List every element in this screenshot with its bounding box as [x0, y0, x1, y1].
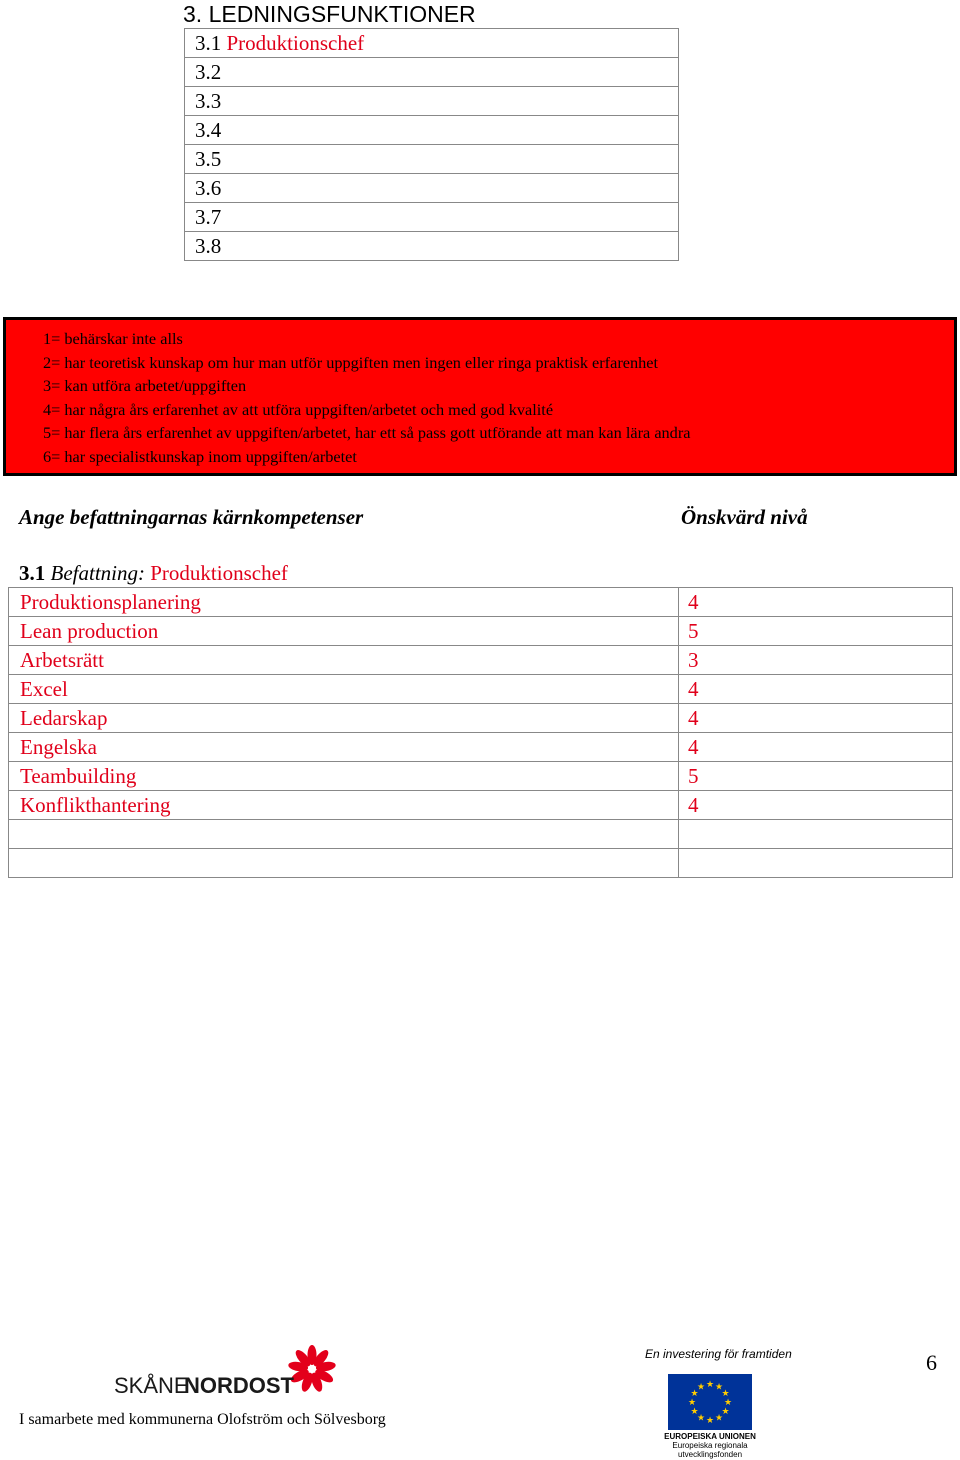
- competence-name: Produktionsplanering: [9, 588, 679, 617]
- position-label: Befattning:: [50, 561, 145, 585]
- competence-name: [9, 849, 679, 878]
- svg-text:★: ★: [721, 1389, 730, 1399]
- svg-text:★: ★: [723, 1398, 733, 1408]
- scale-item: 1= behärskar inte alls: [43, 329, 183, 348]
- competence-level: [679, 849, 953, 878]
- competence-name: Teambuilding: [9, 762, 679, 791]
- competence-level: 4: [679, 791, 953, 820]
- eu-caption-line: EUROPEISKA UNIONEN: [664, 1432, 756, 1441]
- section-heading: 3. LEDNINGSFUNKTIONER: [183, 1, 476, 27]
- eu-caption-line: Europeiska regionala: [672, 1441, 748, 1450]
- competence-level: 4: [679, 704, 953, 733]
- scale-item: 4= har några års erfarenhet av att utföra uppgiften/arbetet och med god kvalité: [43, 399, 554, 419]
- table-row: [185, 29, 679, 58]
- function-number: 3.8: [195, 234, 222, 258]
- svg-text:★: ★: [714, 1413, 724, 1424]
- eu-caption-line: utvecklingsfonden: [677, 1450, 743, 1459]
- competence-name: Engelska: [9, 733, 679, 762]
- competence-name: [9, 820, 679, 849]
- table-row: [185, 174, 679, 203]
- svg-text:★: ★: [696, 1413, 706, 1424]
- svg-text:★: ★: [705, 1416, 715, 1426]
- function-number: 3.1: [195, 31, 222, 55]
- table-row: [9, 646, 953, 675]
- competence-level: 5: [679, 762, 953, 791]
- competence-level: 5: [679, 617, 953, 646]
- table-row: [185, 116, 679, 145]
- position-number: 3.1: [19, 561, 46, 585]
- svg-text:★: ★: [696, 1382, 706, 1393]
- page-number: 6: [926, 1350, 937, 1375]
- rating-scale-box: [3, 317, 957, 476]
- level-column-header: Önskvärd nivå: [681, 505, 808, 529]
- table-row: [185, 58, 679, 87]
- competence-level: 4: [679, 675, 953, 704]
- eu-caption: [660, 1432, 760, 1459]
- table-row: [9, 762, 953, 791]
- table-row: [9, 617, 953, 646]
- competence-name: Arbetsrätt: [9, 646, 679, 675]
- function-number: 3.6: [195, 176, 222, 200]
- table-row: [9, 675, 953, 704]
- table-row: [9, 791, 953, 820]
- svg-text:★: ★: [687, 1398, 697, 1408]
- svg-text:★: ★: [721, 1407, 730, 1417]
- table-row: [185, 232, 679, 261]
- scale-item: 2= har teoretisk kunskap om hur man utför uppgiften men ingen eller ringa praktisk erfarenhet: [43, 352, 659, 372]
- competence-name: Excel: [9, 675, 679, 704]
- svg-text:★: ★: [690, 1389, 699, 1399]
- scale-item: 3= kan utföra arbetet/uppgiften: [43, 376, 247, 395]
- logo-text-nordost: NORDOST: [184, 1373, 294, 1398]
- scale-item: 6= har specialistkunskap inom uppgiften/arbetet: [43, 446, 357, 466]
- competence-name: Konflikthantering: [9, 791, 679, 820]
- collaboration-text: I samarbete med kommunerna Olofström och Sölvesborg: [19, 1411, 386, 1428]
- table-row: [9, 588, 953, 617]
- table-row: [9, 849, 953, 878]
- competence-name: Lean production: [9, 617, 679, 646]
- svg-text:★: ★: [705, 1380, 715, 1390]
- logo-text-skane: SKÅNE: [114, 1373, 189, 1398]
- function-number: 3.5: [195, 147, 222, 171]
- competence-level: 3: [679, 646, 953, 675]
- flower-icon: [288, 1345, 337, 1393]
- competence-level: [679, 820, 953, 849]
- svg-text:★: ★: [714, 1382, 724, 1393]
- function-number: 3.7: [195, 205, 222, 229]
- eu-slogan: En investering för framtiden: [645, 1347, 792, 1361]
- table-row: [9, 820, 953, 849]
- function-number: 3.3: [195, 89, 222, 113]
- competence-level: 4: [679, 733, 953, 762]
- competence-column-header: Ange befattningarnas kärnkompetenser: [19, 505, 364, 529]
- table-row: [9, 733, 953, 762]
- competence-name: Ledarskap: [9, 704, 679, 733]
- skane-nordost-logo: [112, 1343, 337, 1399]
- table-row: [185, 87, 679, 116]
- position-title: [19, 559, 288, 587]
- table-row: [185, 145, 679, 174]
- function-number: 3.4: [195, 118, 222, 142]
- function-number: 3.2: [195, 60, 222, 84]
- functions-table: [184, 28, 679, 261]
- competence-table: [8, 587, 953, 878]
- eu-flag-icon: [668, 1374, 752, 1430]
- competence-level: 4: [679, 588, 953, 617]
- scale-item: 5= har flera års erfarenhet av uppgiften/arbetet, har ett så pass gott utförande att man kan lära andra: [43, 423, 691, 442]
- function-title: Produktionschef: [226, 31, 365, 55]
- position-name: Produktionschef: [150, 561, 288, 585]
- svg-text:★: ★: [690, 1407, 699, 1417]
- table-row: [9, 704, 953, 733]
- table-row: [185, 203, 679, 232]
